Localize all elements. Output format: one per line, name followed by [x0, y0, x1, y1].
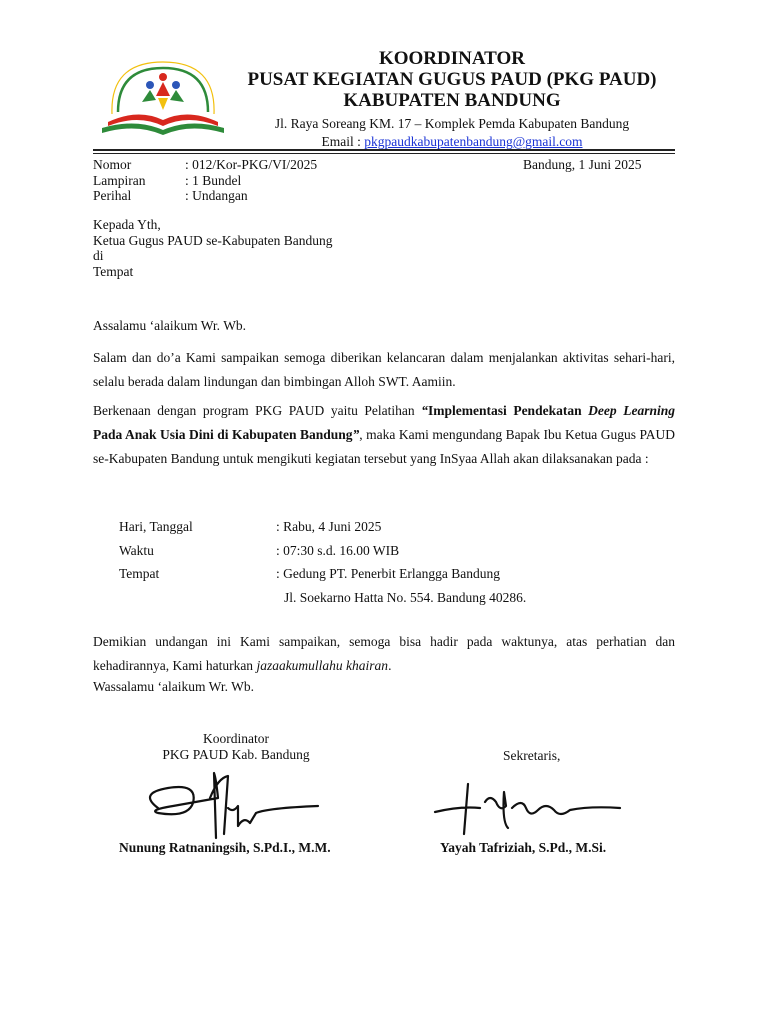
pkg-paud-logo-icon — [98, 60, 228, 140]
hari-label: Hari, Tanggal — [119, 519, 193, 534]
signature-right-handwriting — [430, 772, 630, 838]
program-title-part-2: Pada Anak Usia Dini di Kabupaten Bandung — [93, 427, 353, 442]
signature-left-title — [136, 731, 336, 763]
email-label: Email : — [321, 134, 365, 149]
letterhead-address: Jl. Raya Soreang KM. 17 – Komplek Pemda Kabupaten Bandung — [274, 116, 630, 131]
perihal-label: Perihal — [93, 188, 132, 203]
recipient-block — [93, 217, 332, 279]
hari-value: : Rabu, 4 Juni 2025 — [276, 519, 382, 534]
letter-date: Bandung, 1 Juni 2025 — [523, 157, 642, 172]
program-title-part-1: Implementasi Pendekatan — [428, 403, 589, 418]
signature-left-role: Koordinator — [203, 731, 269, 746]
email-link[interactable]: pkgpaudkabupatenbandung@gmail.com — [364, 134, 583, 149]
letterhead-rule-thin — [93, 153, 675, 154]
paragraph-invitation — [93, 399, 675, 471]
recipient-line-2: Ketua Gugus PAUD se-Kabupaten Bandung — [93, 232, 333, 248]
tempat-address: Jl. Soekarno Hatta No. 554. Bandung 40286. — [284, 589, 527, 605]
paragraph-closing — [93, 630, 675, 678]
p2-rest: , maka Kami mengundang Bapak Ibu Ketua Gugus PAUD se-Kabupaten Bandung untuk mengikuti kegiatan tersebut yang InSyaa Allah akan dilaksanakan pada : — [93, 427, 675, 466]
recipient-line-4: Tempat — [93, 263, 134, 279]
program-title-deep-learning: Deep Learning — [588, 403, 675, 418]
tempat-value: : Gedung PT. Penerbit Erlangga Bandung — [276, 566, 500, 581]
recipient-line-3: di — [93, 248, 104, 263]
signature-left-handwriting — [138, 768, 328, 848]
waktu-value: : 07:30 s.d. 16.00 WIB — [276, 542, 400, 558]
letter-meta — [93, 157, 317, 204]
greeting: Assalamu ‘alaikum Wr. Wb. — [93, 318, 247, 333]
letterhead-rule-thick — [93, 149, 675, 151]
letterhead — [232, 48, 672, 151]
letterhead-title-3: KABUPATEN BANDUNG — [343, 90, 561, 111]
signature-left-name: Nunung Ratnaningsih, S.Pd.I., M.M. — [119, 840, 331, 855]
lampiran-value: : 1 Bundel — [185, 172, 242, 188]
perihal-value: : Undangan — [185, 188, 248, 203]
p2-intro: Berkenaan dengan program PKG PAUD yaitu Pelatihan — [93, 403, 422, 418]
nomor-value: : 012/Kor-PKG/VI/2025 — [185, 157, 318, 172]
event-details — [119, 515, 526, 609]
farewell: Wassalamu ‘alaikum Wr. Wb. — [93, 679, 254, 694]
recipient-line-1: Kepada Yth, — [93, 217, 161, 232]
tempat-label: Tempat — [119, 566, 160, 581]
nomor-label: Nomor — [93, 157, 132, 172]
paragraph-opening: Salam dan do’a Kami sampaikan semoga diberikan kelancaran dalam menjalankan aktivitas sehari-hari, selalu berada dalam lindungan dan bimbingan Alloh SWT. Aamiin. — [93, 350, 675, 389]
signature-right-title: Sekretaris, — [503, 748, 561, 763]
lampiran-label: Lampiran — [93, 172, 146, 188]
letterhead-title-1: KOORDINATOR — [378, 48, 526, 69]
closing-period: . — [388, 658, 392, 673]
closing-text: Demikian undangan ini Kami sampaikan, semoga bisa hadir pada waktunya, atas perhatian dan kehadirannya, Kami haturkan — [93, 634, 675, 673]
waktu-label: Waktu — [119, 542, 154, 558]
signature-left-org: PKG PAUD Kab. Bandung — [162, 747, 310, 762]
quote-open: “ — [421, 403, 428, 418]
signature-right-name: Yayah Tafriziah, S.Pd., M.Si. — [440, 840, 607, 855]
closing-italic: jazaakumullahu khairan — [256, 658, 389, 673]
letterhead-title-2: PUSAT KEGIATAN GUGUS PAUD (PKG PAUD) — [247, 69, 657, 90]
quote-close: ” — [352, 427, 360, 442]
